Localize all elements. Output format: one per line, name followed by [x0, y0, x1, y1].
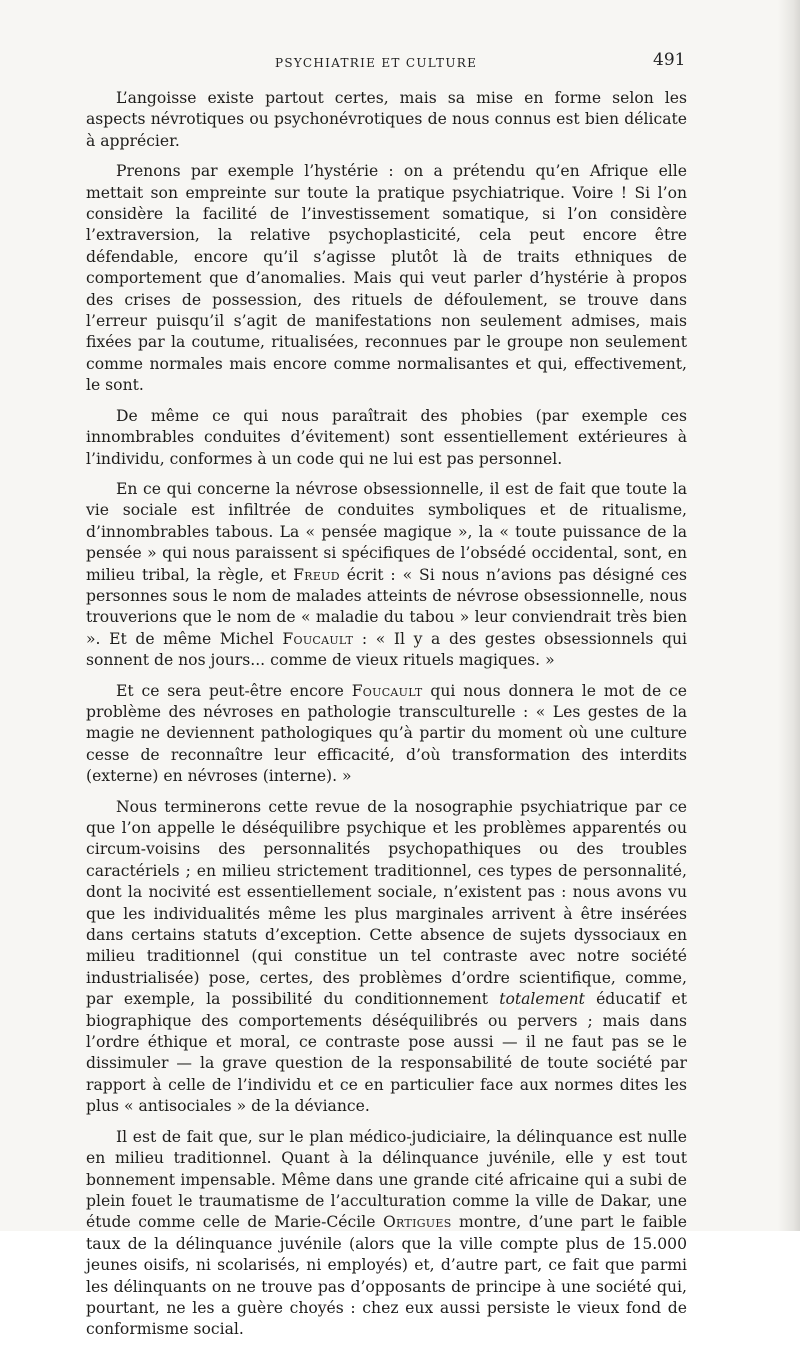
body-text — [86, 88, 687, 1350]
paragraph-7-text-a: Il est de fait que, sur le plan médico-judiciaire, la délinquance est nulle en milieu traditionnel. Quant à la délinquance juvénile, elle y est tout bonnement impensable. Même dans une grande cité africaine qui a subi de plein fouet le traumatisme de l’acculturation comme la ville de Dakar, une étude comme celle de Marie-Cécile — [86, 1127, 687, 1232]
page-edge-shadow — [778, 0, 800, 1231]
page-number: 491 — [653, 50, 686, 70]
paragraph-4-text-c: : « Il y a des gestes obsessionnels qui sonnent de nos jours... comme de vieux rituels magiques. » — [86, 629, 687, 670]
paragraph-4-text-a: En ce qui concerne la névrose obsessionnelle, il est de fait que toute la vie sociale est infiltrée de conduites symboliques et de ritualisme, d’innombrables tabous. La « pensée magique », la « toute puissance de la pensée » qui nous paraissent si spécifiques de l’obsédé occidental, sont, en milieu tribal, la règle, et — [86, 479, 687, 584]
paragraph-2: Prenons par exemple l’hystérie : on a prétendu qu’en Afrique elle mettait son empreinte sur toute la pratique psychiatrique. Voire ! Si l’on considère la facilité de l’investissement somatique, si l’on considère l’extraversion, la relative psychoplasticité, cela peut encore être défendable, encore qu’il s’agisse plutôt là de traits ethniques de comportement que d’anomalies. Mais qui veut parler d’hystérie à propos des crises de possession, des rituels de défoulement, se trouve dans l’erreur puisqu’il s’agit de manifestations non seulement admises, mais fixées par la coutume, ritualisées, reconnues par le groupe non seulement comme normales mais encore comme normalisantes et qui, effectivement, le sont. — [86, 162, 687, 395]
author-name-ortigues: Ortigues — [382, 1213, 452, 1232]
emphasis-totalement: totalement — [499, 990, 585, 1009]
paragraph-6 — [86, 797, 687, 1118]
paragraph-6-text-b: éducatif et biographique des comportements déséquilibrés ou pervers ; mais dans l’ordre éthique et moral, ce contraste pose aussi — il ne faut pas se le dissimuler — la grave question de la responsabilité de toute société par rapport à celle de l’individu et ce en particulier face aux normes dites les plus « antisociales » de la déviance. — [86, 990, 687, 1116]
paragraph-3: De même ce qui nous paraîtrait des phobies (par exemple ces innombrables conduites d’évitement) sont essentiellement extérieures à l’individu, conformes à un code qui ne lui est pas personnel. — [86, 406, 687, 468]
paragraph-6-text-a: Nous terminerons cette revue de la nosographie psychiatrique par ce que l’on appelle le déséquilibre psychique et les problèmes apparentés ou circum-voisins des personnalités psychopathiques ou des troubles caractériels ; en milieu strictement traditionnel, ces types de personnalité, dont la nocivité est essentiellement sociale, n’existent pas : nous avons vu que les individualités même les plus marginales arrivent à être insérées dans certains statuts d’exception. Cette absence de sujets dyssociaux en milieu traditionnel (qui constitue un tel contraste avec notre société industrialisée) pose, certes, des problèmes d’ordre scientifique, comme, par exemple, la possibilité du conditionnement — [86, 797, 687, 1009]
paragraph-1: L’angoisse existe partout certes, mais sa mise en forme selon les aspects névrotiques ou psychonévrotiques de nous connus est bien délicate à apprécier. — [86, 89, 687, 150]
author-name-foucault: Foucault — [351, 681, 423, 700]
paragraph-5 — [86, 681, 687, 788]
paragraph-4-text-b: écrit : « Si nous n’avions pas désigné ces personnes sous le nom de malades atteints de névrose obsessionnelle, nous trouverions que le nom de « maladie du tabou » leur conviendrait très bien ». Et de même Michel — [86, 565, 687, 648]
paragraph-4 — [86, 479, 687, 672]
paragraph-5-text-a: Et ce sera peut-être encore — [116, 681, 352, 700]
paragraph-7-text-b: montre, d’une part le faible taux de la délinquance juvénile (alors que la ville compte plus de 15.000 jeunes oisifs, ni scolarisés, ni employés) et, d’autre part, ce fait que parmi les délinquants on ne trouve pas d’opposants de principe à une société qui, pourtant, ne les a guère choyés : chez eux aussi persiste le vieux fond de conformisme social. — [86, 1213, 687, 1339]
paragraph-7 — [86, 1127, 687, 1341]
author-name-freud: Freud — [293, 565, 340, 584]
running-title: PSYCHIATRIE ET CULTURE — [275, 56, 478, 70]
author-name-foucault: Foucault — [282, 629, 354, 648]
paragraph-5-text-b: qui nous donnera le mot de ce problème des névroses en pathologie transculturelle : « Les gestes de la magie ne deviennent pathologiques qu’à partir du moment où une culture cesse de reconnaître leur efficacité, d’où transformation des interdits (externe) en névroses (interne). » — [86, 681, 688, 786]
